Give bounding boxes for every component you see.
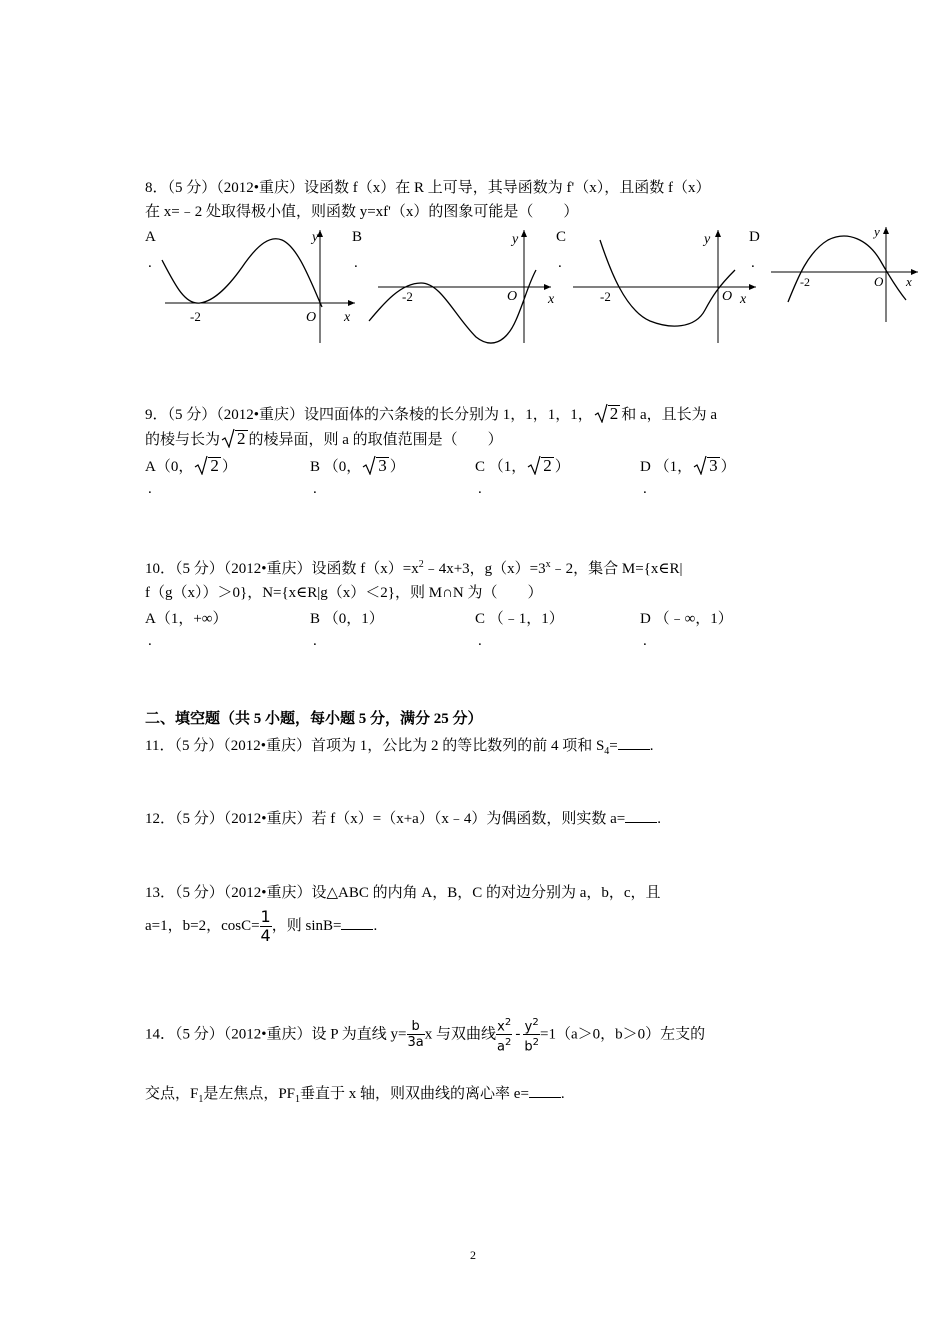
q8-option-a-dot: . [148,255,152,271]
q8-graph-a [160,225,363,350]
q10-line1: 10．（5 分）（2012•重庆）设函数 $f(x)=x^2﹣4x+3$，$g(x)=3^x﹣2$，集合 M={x∈R| [145,559,683,577]
q9-option-d: D （1， 3 ） [640,456,736,475]
curve [788,236,906,302]
q9-option-d-dot: . [643,481,647,497]
q10-option-d: D （﹣∞，1） [640,611,733,627]
q8-line2: 在 x=﹣2 处取得极小值，则函数 y=xf'（x）的图象可能是（ ） [145,204,579,220]
q8-option-c-label: C [556,229,567,245]
q9-line2: 的棱与长为 2 的棱异面，则 a 的取值范围是（ ） [145,429,503,448]
y-label: y [704,232,711,247]
x-label: x [344,310,351,325]
sqrt2-symbol: 2 [221,430,248,449]
q8-option-b-dot: . [354,255,358,271]
answer-blank [625,810,657,823]
answer-blank [529,1085,561,1098]
q10-option-a-dot: . [148,633,152,649]
q10-option-c-dot: . [478,633,482,649]
q10-line2: f（g（x））＞0}，N={x∈R|g（x）＜2}，则 M∩N 为（ ） [145,585,543,601]
x-axis-arrow-icon [749,284,756,290]
q10-option-c: C （﹣1，1） [475,611,564,627]
x-label: x [906,274,912,289]
q10-option-b: B （0，1） [310,611,384,627]
origin-label: O [874,274,884,289]
page-number: 2 [470,1248,476,1262]
q9-option-b-dot: . [313,481,317,497]
q8-option-b-label: B [352,229,363,245]
curve [600,240,735,326]
fraction-x2-a2: $\frac{x^2}{a^2}$ [497,1017,512,1055]
x-axis-arrow-icon [544,284,551,290]
q9-option-a: A（0， 2 ） [145,456,237,475]
x-label: x [548,292,555,307]
fraction: $\frac{1}{4}$ [260,907,271,945]
origin-label: O [306,310,317,325]
x-axis-arrow-icon [348,300,355,306]
y-axis-arrow-icon [521,230,527,237]
q9-option-c-dot: . [478,481,482,497]
x-axis-arrow-icon [911,269,918,275]
q8-option-a-label: A [145,229,156,245]
q8-option-c-dot: . [558,255,562,271]
q12: 12．（5 分）（2012•重庆）若 f（x）=（x+a）（x﹣4）为偶函数，则实数 a= . [145,811,661,827]
q8-graph-b [366,225,556,350]
tick-label: -2 [800,275,810,289]
tick-label: -2 [600,289,611,304]
origin-label: O [722,289,733,304]
q8-option-d-dot: . [751,255,755,271]
curve [369,270,536,343]
q9-line1: 9．（5 分）（2012•重庆）设四面体的六条棱的长分别为 1，1，1，1， 2 和 a，且长为 a [145,404,718,423]
tick-label: -2 [190,309,201,324]
y-label: y [312,230,319,245]
answer-blank [618,737,650,750]
q9-option-c: C （1， 2 ） [475,456,570,475]
y-label: y [512,232,519,247]
fraction-y2-b2: $\frac{y^2}{b^2}$ [524,1017,539,1055]
q13-line2: a=1，b=2，cosC= $\frac{1}{4}$ ，则 sinB= . [145,907,378,945]
y-label: y [874,224,880,239]
q9-option-b: B （0， 3 ） [310,456,405,475]
y-axis-arrow-icon [883,227,889,234]
q8-graph-c [570,225,760,350]
curve [162,239,322,307]
q9-option-a-dot: . [148,481,152,497]
q10-option-a: A（1，+∞） [145,611,228,627]
origin-label: O [507,289,518,304]
q14-line2: 交点，$F_1$是左焦点，$PF_1$垂直于 x 轴，则双曲线的离心率 e= . [145,1086,565,1105]
answer-blank [341,917,373,930]
sqrt2-symbol: 2 [594,405,621,424]
y-axis-arrow-icon [715,230,721,237]
q8-graph-d [768,222,923,327]
q11: 11．（5 分）（2012•重庆）首项为 1，公比为 2 的等比数列的前 4 项和 $S_4=$ . [145,738,654,757]
q13-line1: 13．（5 分）（2012•重庆）设△ABC 的内角 A，B，C 的对边分别为 a，b，c，且 [145,885,661,901]
q10-option-b-dot: . [313,633,317,649]
q14-line1: 14．（5 分）（2012•重庆）设 P 为直线 y= $\frac{b}{3a}$ x 与双曲线 $\frac{x^2}{a^2}$ - $\frac{y^2}{b^2}$ =1（a＞0，b＞0）左支的 [145,1017,706,1055]
fraction-b-3a: $\frac{b}{3a}$ [407,1019,424,1051]
q10-option-d-dot: . [643,633,647,649]
section-heading: 二、填空题（共 5 小题，每小题 5 分，满分 25 分） [145,711,483,727]
tick-label: -2 [402,289,413,304]
x-label: x [740,292,747,307]
q8-line1: 8．（5 分）（2012•重庆）设函数 f（x）在 R 上可导，其导函数为 f'（x），且函数 f（x） [145,180,711,196]
q8-option-d-label: D [749,229,760,245]
